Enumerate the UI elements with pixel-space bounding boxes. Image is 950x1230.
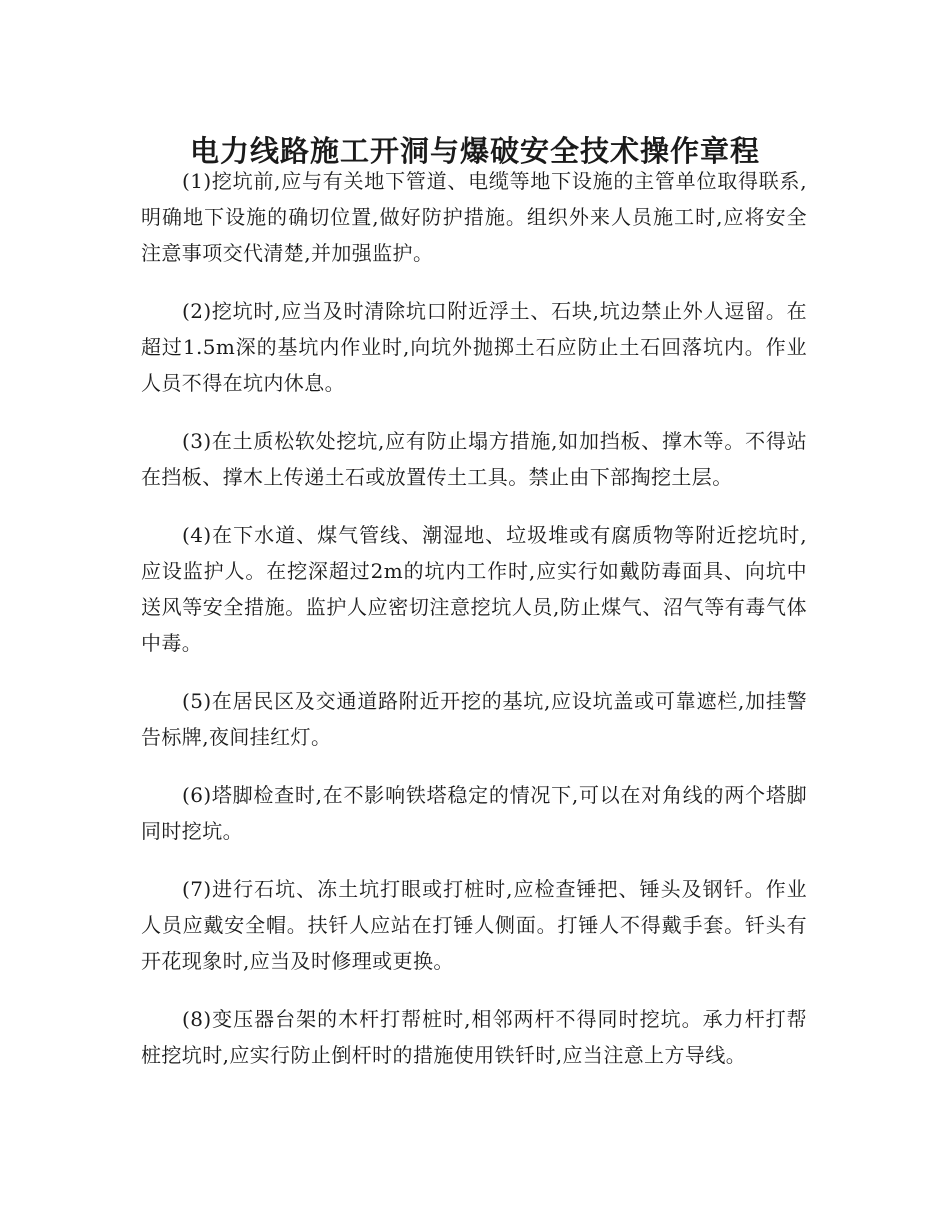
paragraph-3: (3)在土质松软处挖坑,应有防止塌方措施,如加挡板、撑木等。不得站在挡板、撑木上传递土石或放置传土工具。禁止由下部掏挖土层。 bbox=[141, 429, 807, 489]
paragraph-2: (2)挖坑时,应当及时清除坑口附近浮土、石块,坑边禁止外人逗留。在超过1.5m深的基坑内作业时,向坑外抛掷土石应防止土石回落坑内。作业人员不得在坑内休息。 bbox=[141, 299, 807, 395]
document-body bbox=[141, 163, 807, 1095]
paragraph-8: (8)变压器台架的木杆打帮桩时,相邻两杆不得同时挖坑。承力杆打帮桩挖坑时,应实行防止倒杆时的措施使用铁钎时,应当注意上方导线。 bbox=[141, 1007, 807, 1067]
paragraph-6: (6)塔脚检查时,在不影响铁塔稳定的情况下,可以在对角线的两个塔脚同时挖坑。 bbox=[141, 783, 807, 843]
paragraph-7: (7)进行石坑、冻土坑打眼或打桩时,应检查锤把、锤头及钢钎。作业人员应戴安全帽。扶钎人应站在打锤人侧面。打锤人不得戴手套。钎头有开花现象时,应当及时修理或更换。 bbox=[141, 877, 807, 973]
paragraph-5: (5)在居民区及交通道路附近开挖的基坑,应设坑盖或可靠遮栏,加挂警告标牌,夜间挂红灯。 bbox=[141, 689, 807, 749]
document-title: 电力线路施工开洞与爆破安全技术操作章程 bbox=[189, 134, 760, 169]
paragraph-4: (4)在下水道、煤气管线、潮湿地、垃圾堆或有腐质物等附近挖坑时,应设监护人。在挖深超过2m的坑内工作时,应实行如戴防毒面具、向坑中送风等安全措施。监护人应密切注意挖坑人员,防止煤气、沼气等有毒气体中毒。 bbox=[141, 523, 807, 655]
paragraph-1: (1)挖坑前,应与有关地下管道、电缆等地下设施的主管单位取得联系,明确地下设施的确切位置,做好防护措施。组织外来人员施工时,应将安全注意事项交代清楚,并加强监护。 bbox=[141, 169, 807, 265]
